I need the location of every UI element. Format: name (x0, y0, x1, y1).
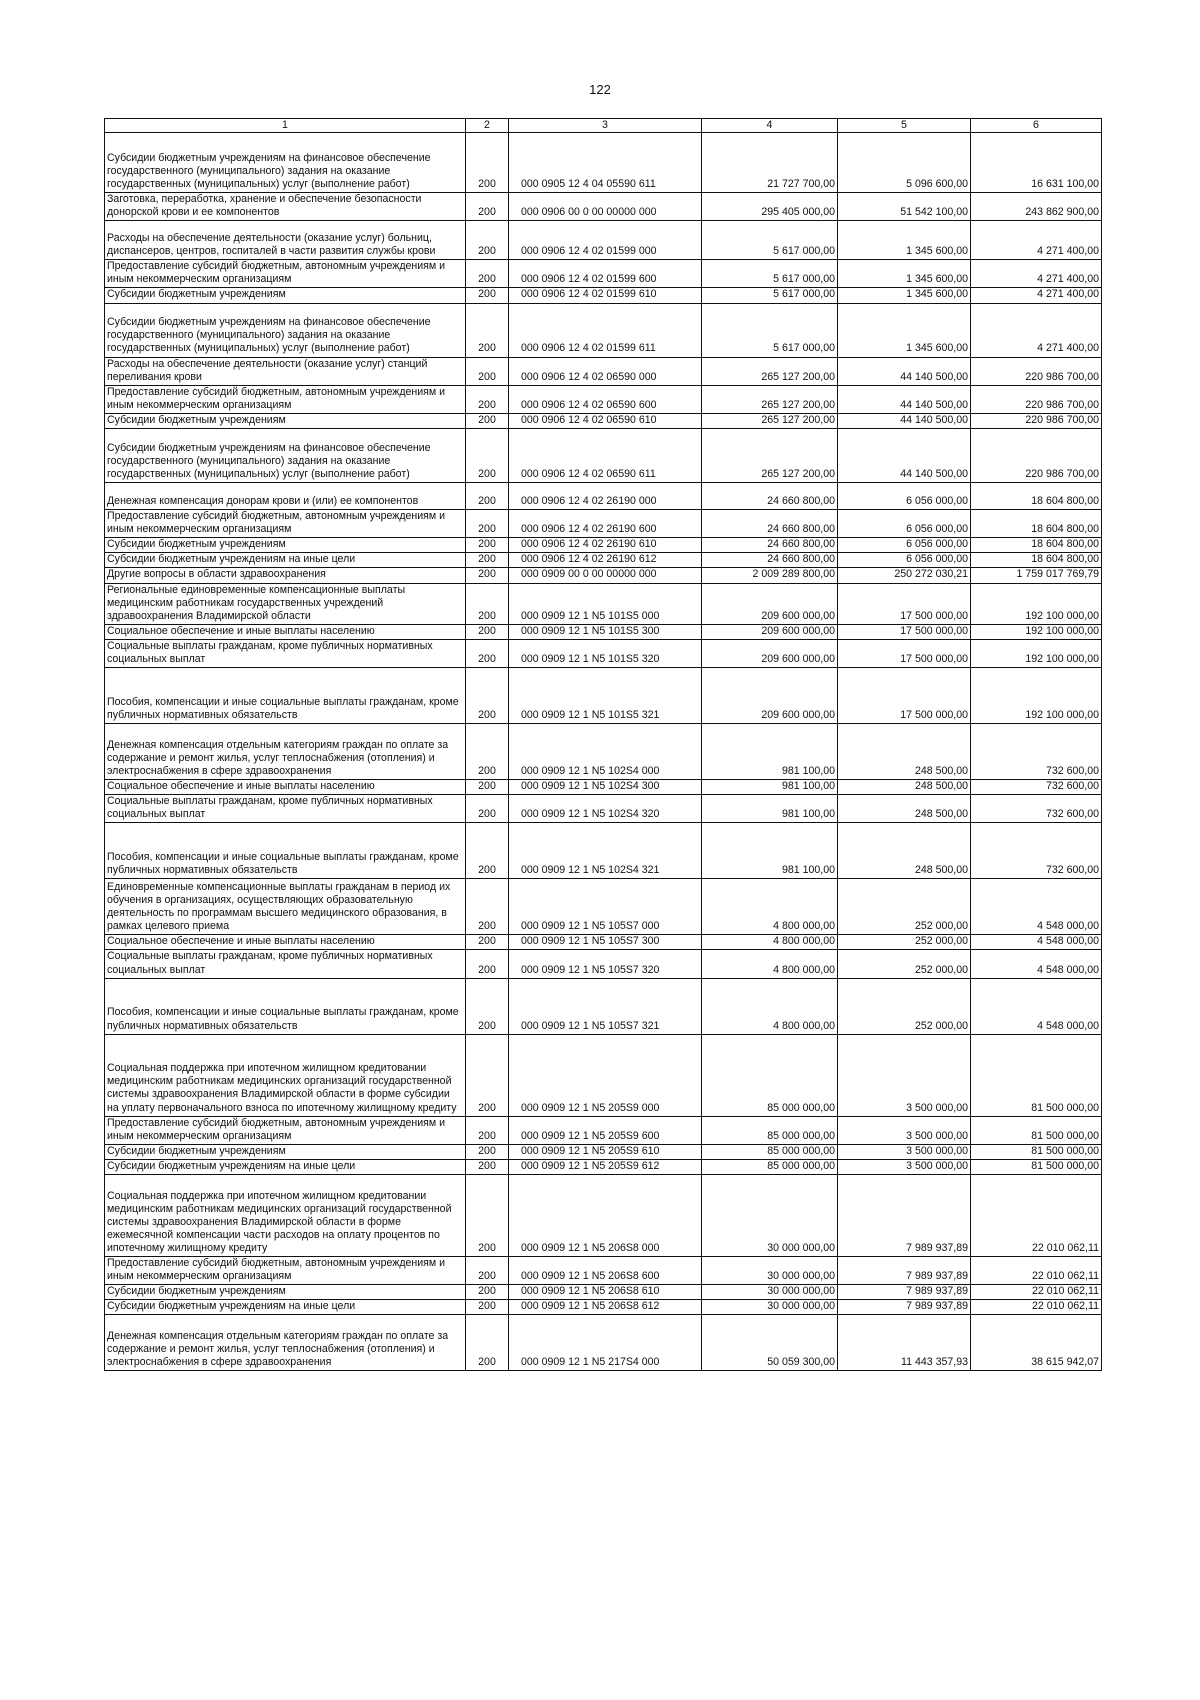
row-name-cell: Пособия, компенсации и иные социальные выплаты гражданам, кроме публичных нормативных обязательств (105, 668, 466, 724)
row-classification-code-cell: 000 0909 00 0 00 00000 000 (509, 568, 702, 583)
row-name-cell: Субсидии бюджетным учреждениям (105, 1144, 466, 1159)
row-executed-amount-cell: 248 500,00 (838, 724, 971, 780)
row-admin-code-cell: 200 (466, 510, 509, 538)
row-executed-amount-cell: 3 500 000,00 (838, 1116, 971, 1144)
row-classification-code-cell: 000 0909 12 1 N5 102S4 300 (509, 780, 702, 795)
row-name-cell: Социальное обеспечение и иные выплаты населению (105, 624, 466, 639)
table-row (105, 1315, 1102, 1371)
row-classification-code-cell: 000 0906 12 4 02 06590 610 (509, 413, 702, 428)
row-classification-code-cell: 000 0906 12 4 02 01599 610 (509, 288, 702, 303)
row-remaining-amount-cell: 220 986 700,00 (971, 429, 1102, 483)
row-name-cell: Другие вопросы в области здравоохранения (105, 568, 466, 583)
row-name-cell: Субсидии бюджетным учреждениям (105, 288, 466, 303)
row-name-cell: Субсидии бюджетным учреждениям (105, 538, 466, 553)
row-classification-code-cell: 000 0909 12 1 N5 206S8 610 (509, 1285, 702, 1300)
table-row (105, 780, 1102, 795)
row-remaining-amount-cell: 220 986 700,00 (971, 413, 1102, 428)
row-executed-amount-cell: 44 140 500,00 (838, 429, 971, 483)
row-name-cell: Расходы на обеспечение деятельности (оказание услуг) станций переливания крови (105, 357, 466, 385)
table-row (105, 385, 1102, 413)
row-name-cell: Социальные выплаты гражданам, кроме публичных нормативных социальных выплат (105, 639, 466, 667)
row-classification-code-cell: 000 0909 12 1 N5 101S5 000 (509, 583, 702, 624)
table-row (105, 288, 1102, 303)
row-executed-amount-cell: 248 500,00 (838, 780, 971, 795)
row-executed-amount-cell: 6 056 000,00 (838, 553, 971, 568)
row-admin-code-cell: 200 (466, 193, 509, 221)
row-classification-code-cell: 000 0909 12 1 N5 105S7 320 (509, 950, 702, 978)
row-classification-code-cell: 000 0906 12 4 02 01599 000 (509, 221, 702, 260)
row-planned-amount-cell: 209 600 000,00 (702, 639, 838, 667)
row-planned-amount-cell: 30 000 000,00 (702, 1285, 838, 1300)
row-name-cell: Социальные выплаты гражданам, кроме публичных нормативных социальных выплат (105, 950, 466, 978)
row-admin-code-cell: 200 (466, 823, 509, 879)
row-remaining-amount-cell: 38 615 942,07 (971, 1315, 1102, 1371)
row-name-cell: Предоставление субсидий бюджетным, автономным учреждениям и иным некоммерческим организациям (105, 1257, 466, 1285)
row-name-cell: Пособия, компенсации и иные социальные выплаты гражданам, кроме публичных нормативных обязательств (105, 823, 466, 879)
table-row (105, 639, 1102, 667)
row-admin-code-cell: 200 (466, 413, 509, 428)
table-row (105, 357, 1102, 385)
row-classification-code-cell: 000 0906 12 4 02 26190 600 (509, 510, 702, 538)
row-planned-amount-cell: 85 000 000,00 (702, 1116, 838, 1144)
row-classification-code-cell: 000 0909 12 1 N5 105S7 321 (509, 978, 702, 1034)
table-row (105, 133, 1102, 193)
row-planned-amount-cell: 85 000 000,00 (702, 1144, 838, 1159)
column-number-5: 5 (838, 119, 971, 133)
row-planned-amount-cell: 4 800 000,00 (702, 978, 838, 1034)
row-planned-amount-cell: 981 100,00 (702, 795, 838, 823)
row-planned-amount-cell: 30 000 000,00 (702, 1257, 838, 1285)
row-remaining-amount-cell: 220 986 700,00 (971, 385, 1102, 413)
row-admin-code-cell: 200 (466, 538, 509, 553)
row-classification-code-cell: 000 0909 12 1 N5 206S8 000 (509, 1175, 702, 1257)
row-planned-amount-cell: 209 600 000,00 (702, 624, 838, 639)
row-remaining-amount-cell: 732 600,00 (971, 795, 1102, 823)
row-remaining-amount-cell: 18 604 800,00 (971, 510, 1102, 538)
row-classification-code-cell: 000 0906 12 4 02 26190 000 (509, 483, 702, 510)
row-planned-amount-cell: 5 617 000,00 (702, 221, 838, 260)
row-executed-amount-cell: 1 345 600,00 (838, 260, 971, 288)
row-admin-code-cell: 200 (466, 780, 509, 795)
row-classification-code-cell: 000 0909 12 1 N5 101S5 321 (509, 668, 702, 724)
budget-table (104, 118, 1102, 1371)
row-classification-code-cell: 000 0906 12 4 02 06590 611 (509, 429, 702, 483)
row-admin-code-cell: 200 (466, 1159, 509, 1174)
row-remaining-amount-cell: 732 600,00 (971, 823, 1102, 879)
row-planned-amount-cell: 265 127 200,00 (702, 385, 838, 413)
row-admin-code-cell: 200 (466, 583, 509, 624)
row-name-cell: Социальная поддержка при ипотечном жилищном кредитовании медицинским работникам медицинских организаций государственной системы здравоохранения Владимирской области в форме ежемесячной компенсации части расходов на оплату процентов по ипотечному жилищному кредиту (105, 1175, 466, 1257)
row-planned-amount-cell: 24 660 800,00 (702, 510, 838, 538)
row-planned-amount-cell: 24 660 800,00 (702, 538, 838, 553)
row-planned-amount-cell: 85 000 000,00 (702, 1159, 838, 1174)
row-remaining-amount-cell: 22 010 062,11 (971, 1300, 1102, 1315)
row-name-cell: Субсидии бюджетным учреждениям на иные цели (105, 1300, 466, 1315)
row-name-cell: Пособия, компенсации и иные социальные выплаты гражданам, кроме публичных нормативных обязательств (105, 978, 466, 1034)
row-executed-amount-cell: 250 272 030,21 (838, 568, 971, 583)
column-number-3: 3 (509, 119, 702, 133)
row-remaining-amount-cell: 192 100 000,00 (971, 668, 1102, 724)
table-row (105, 538, 1102, 553)
row-classification-code-cell: 000 0909 12 1 N5 206S8 600 (509, 1257, 702, 1285)
row-remaining-amount-cell: 4 271 400,00 (971, 221, 1102, 260)
row-remaining-amount-cell: 192 100 000,00 (971, 624, 1102, 639)
row-remaining-amount-cell: 4 548 000,00 (971, 978, 1102, 1034)
row-name-cell: Предоставление субсидий бюджетным, автономным учреждениям и иным некоммерческим организациям (105, 385, 466, 413)
table-row (105, 1257, 1102, 1285)
row-remaining-amount-cell: 18 604 800,00 (971, 483, 1102, 510)
table-row (105, 221, 1102, 260)
row-remaining-amount-cell: 192 100 000,00 (971, 583, 1102, 624)
row-admin-code-cell: 200 (466, 1144, 509, 1159)
row-planned-amount-cell: 2 009 289 800,00 (702, 568, 838, 583)
table-row (105, 429, 1102, 483)
row-admin-code-cell: 200 (466, 357, 509, 385)
column-number-header-row (105, 119, 1102, 133)
row-remaining-amount-cell: 4 271 400,00 (971, 260, 1102, 288)
row-admin-code-cell: 200 (466, 795, 509, 823)
table-row (105, 624, 1102, 639)
row-executed-amount-cell: 5 096 600,00 (838, 133, 971, 193)
row-admin-code-cell: 200 (466, 260, 509, 288)
table-row (105, 978, 1102, 1034)
row-remaining-amount-cell: 81 500 000,00 (971, 1034, 1102, 1116)
row-executed-amount-cell: 17 500 000,00 (838, 639, 971, 667)
row-planned-amount-cell: 30 000 000,00 (702, 1175, 838, 1257)
row-executed-amount-cell: 252 000,00 (838, 879, 971, 935)
row-classification-code-cell: 000 0909 12 1 N5 102S4 000 (509, 724, 702, 780)
row-executed-amount-cell: 3 500 000,00 (838, 1159, 971, 1174)
table-row (105, 553, 1102, 568)
row-planned-amount-cell: 295 405 000,00 (702, 193, 838, 221)
row-admin-code-cell: 200 (466, 568, 509, 583)
row-admin-code-cell: 200 (466, 303, 509, 357)
row-executed-amount-cell: 3 500 000,00 (838, 1034, 971, 1116)
row-admin-code-cell: 200 (466, 724, 509, 780)
row-classification-code-cell: 000 0906 12 4 02 26190 612 (509, 553, 702, 568)
row-remaining-amount-cell: 4 271 400,00 (971, 303, 1102, 357)
row-remaining-amount-cell: 243 862 900,00 (971, 193, 1102, 221)
row-admin-code-cell: 200 (466, 221, 509, 260)
row-name-cell: Субсидии бюджетным учреждениям (105, 1285, 466, 1300)
table-row (105, 1034, 1102, 1116)
row-remaining-amount-cell: 192 100 000,00 (971, 639, 1102, 667)
row-executed-amount-cell: 6 056 000,00 (838, 538, 971, 553)
row-remaining-amount-cell: 18 604 800,00 (971, 538, 1102, 553)
row-remaining-amount-cell: 22 010 062,11 (971, 1285, 1102, 1300)
row-remaining-amount-cell: 81 500 000,00 (971, 1144, 1102, 1159)
table-row (105, 583, 1102, 624)
table-row (105, 1285, 1102, 1300)
row-executed-amount-cell: 44 140 500,00 (838, 385, 971, 413)
table-row (105, 795, 1102, 823)
row-planned-amount-cell: 4 800 000,00 (702, 935, 838, 950)
table-row (105, 483, 1102, 510)
column-number-4: 4 (702, 119, 838, 133)
row-admin-code-cell: 200 (466, 879, 509, 935)
row-classification-code-cell: 000 0909 12 1 N5 101S5 320 (509, 639, 702, 667)
row-admin-code-cell: 200 (466, 624, 509, 639)
row-remaining-amount-cell: 22 010 062,11 (971, 1175, 1102, 1257)
row-classification-code-cell: 000 0909 12 1 N5 102S4 320 (509, 795, 702, 823)
row-classification-code-cell: 000 0906 00 0 00 00000 000 (509, 193, 702, 221)
row-name-cell: Заготовка, переработка, хранение и обеспечение безопасности донорской крови и ее компонентов (105, 193, 466, 221)
row-name-cell: Денежная компенсация отдельным категориям граждан по оплате за содержание и ремонт жилья, услуг теплоснабжения (отопления) и электроснабжения в сфере здравоохранения (105, 1315, 466, 1371)
row-planned-amount-cell: 265 127 200,00 (702, 357, 838, 385)
row-name-cell: Расходы на обеспечение деятельности (оказание услуг) больниц, диспансеров, центров, госпиталей в части развития службы крови (105, 221, 466, 260)
row-remaining-amount-cell: 4 548 000,00 (971, 935, 1102, 950)
budget-table-body (105, 119, 1102, 1371)
row-executed-amount-cell: 44 140 500,00 (838, 413, 971, 428)
row-executed-amount-cell: 11 443 357,93 (838, 1315, 971, 1371)
row-executed-amount-cell: 252 000,00 (838, 935, 971, 950)
row-remaining-amount-cell: 4 548 000,00 (971, 879, 1102, 935)
row-name-cell: Денежная компенсация донорам крови и (или) ее компонентов (105, 483, 466, 510)
row-name-cell: Предоставление субсидий бюджетным, автономным учреждениям и иным некоммерческим организациям (105, 1116, 466, 1144)
row-executed-amount-cell: 248 500,00 (838, 823, 971, 879)
row-executed-amount-cell: 1 345 600,00 (838, 288, 971, 303)
row-classification-code-cell: 000 0906 12 4 02 06590 600 (509, 385, 702, 413)
row-classification-code-cell: 000 0909 12 1 N5 205S9 612 (509, 1159, 702, 1174)
row-executed-amount-cell: 7 989 937,89 (838, 1175, 971, 1257)
row-classification-code-cell: 000 0909 12 1 N5 102S4 321 (509, 823, 702, 879)
row-classification-code-cell: 000 0909 12 1 N5 205S9 000 (509, 1034, 702, 1116)
row-name-cell: Предоставление субсидий бюджетным, автономным учреждениям и иным некоммерческим организациям (105, 260, 466, 288)
row-name-cell: Денежная компенсация отдельным категориям граждан по оплате за содержание и ремонт жилья, услуг теплоснабжения (отопления) и электроснабжения в сфере здравоохранения (105, 724, 466, 780)
row-classification-code-cell: 000 0906 12 4 02 26190 610 (509, 538, 702, 553)
row-admin-code-cell: 200 (466, 639, 509, 667)
row-admin-code-cell: 200 (466, 288, 509, 303)
row-name-cell: Предоставление субсидий бюджетным, автономным учреждениям и иным некоммерческим организациям (105, 510, 466, 538)
row-executed-amount-cell: 252 000,00 (838, 950, 971, 978)
row-planned-amount-cell: 5 617 000,00 (702, 303, 838, 357)
table-row (105, 1175, 1102, 1257)
row-executed-amount-cell: 17 500 000,00 (838, 583, 971, 624)
row-admin-code-cell: 200 (466, 978, 509, 1034)
row-classification-code-cell: 000 0909 12 1 N5 206S8 612 (509, 1300, 702, 1315)
table-row (105, 668, 1102, 724)
table-row (105, 193, 1102, 221)
table-row (105, 1300, 1102, 1315)
row-remaining-amount-cell: 81 500 000,00 (971, 1116, 1102, 1144)
row-executed-amount-cell: 7 989 937,89 (838, 1300, 971, 1315)
row-remaining-amount-cell: 4 271 400,00 (971, 288, 1102, 303)
row-admin-code-cell: 200 (466, 1116, 509, 1144)
row-classification-code-cell: 000 0906 12 4 02 01599 600 (509, 260, 702, 288)
row-remaining-amount-cell: 16 631 100,00 (971, 133, 1102, 193)
table-row (105, 568, 1102, 583)
page-number: 122 (589, 82, 611, 97)
row-planned-amount-cell: 981 100,00 (702, 780, 838, 795)
row-planned-amount-cell: 209 600 000,00 (702, 583, 838, 624)
row-name-cell: Субсидии бюджетным учреждениям на иные цели (105, 553, 466, 568)
table-row (105, 823, 1102, 879)
row-planned-amount-cell: 30 000 000,00 (702, 1300, 838, 1315)
row-classification-code-cell: 000 0909 12 1 N5 101S5 300 (509, 624, 702, 639)
row-admin-code-cell: 200 (466, 668, 509, 724)
row-admin-code-cell: 200 (466, 553, 509, 568)
row-executed-amount-cell: 44 140 500,00 (838, 357, 971, 385)
table-row (105, 1159, 1102, 1174)
row-name-cell: Социальная поддержка при ипотечном жилищном кредитовании медицинским работникам медицинских организаций государственной системы здравоохранения Владимирской области в форме субсидии на уплату первоначального взноса по ипотечному жилищному кредиту (105, 1034, 466, 1116)
row-planned-amount-cell: 265 127 200,00 (702, 413, 838, 428)
table-row (105, 1116, 1102, 1144)
table-row (105, 510, 1102, 538)
row-planned-amount-cell: 24 660 800,00 (702, 483, 838, 510)
row-admin-code-cell: 200 (466, 1034, 509, 1116)
row-remaining-amount-cell: 81 500 000,00 (971, 1159, 1102, 1174)
row-planned-amount-cell: 4 800 000,00 (702, 950, 838, 978)
row-admin-code-cell: 200 (466, 133, 509, 193)
row-remaining-amount-cell: 220 986 700,00 (971, 357, 1102, 385)
column-number-2: 2 (466, 119, 509, 133)
row-name-cell: Субсидии бюджетным учреждениям на иные цели (105, 1159, 466, 1174)
row-planned-amount-cell: 981 100,00 (702, 724, 838, 780)
table-row (105, 879, 1102, 935)
row-executed-amount-cell: 51 542 100,00 (838, 193, 971, 221)
row-executed-amount-cell: 6 056 000,00 (838, 483, 971, 510)
row-classification-code-cell: 000 0909 12 1 N5 105S7 300 (509, 935, 702, 950)
row-admin-code-cell: 200 (466, 1315, 509, 1371)
row-name-cell: Социальное обеспечение и иные выплаты населению (105, 780, 466, 795)
row-executed-amount-cell: 1 345 600,00 (838, 303, 971, 357)
row-name-cell: Социальные выплаты гражданам, кроме публичных нормативных социальных выплат (105, 795, 466, 823)
row-classification-code-cell: 000 0906 12 4 02 01599 611 (509, 303, 702, 357)
row-name-cell: Субсидии бюджетным учреждениям на финансовое обеспечение государственного (муниципального) задания на оказание государственных (муниципальных) услуг (выполнение работ) (105, 429, 466, 483)
row-executed-amount-cell: 7 989 937,89 (838, 1285, 971, 1300)
row-admin-code-cell: 200 (466, 935, 509, 950)
row-planned-amount-cell: 981 100,00 (702, 823, 838, 879)
row-admin-code-cell: 200 (466, 429, 509, 483)
row-admin-code-cell: 200 (466, 1300, 509, 1315)
row-planned-amount-cell: 5 617 000,00 (702, 288, 838, 303)
row-admin-code-cell: 200 (466, 1285, 509, 1300)
table-row (105, 950, 1102, 978)
row-executed-amount-cell: 3 500 000,00 (838, 1144, 971, 1159)
table-row (105, 413, 1102, 428)
row-remaining-amount-cell: 732 600,00 (971, 780, 1102, 795)
column-number-1: 1 (105, 119, 466, 133)
row-name-cell: Региональные единовременные компенсационные выплаты медицинским работникам государственных учреждений здравоохранения Владимирской области (105, 583, 466, 624)
row-executed-amount-cell: 17 500 000,00 (838, 668, 971, 724)
column-number-6: 6 (971, 119, 1102, 133)
row-executed-amount-cell: 7 989 937,89 (838, 1257, 971, 1285)
row-planned-amount-cell: 24 660 800,00 (702, 553, 838, 568)
row-executed-amount-cell: 17 500 000,00 (838, 624, 971, 639)
row-remaining-amount-cell: 22 010 062,11 (971, 1257, 1102, 1285)
row-admin-code-cell: 200 (466, 385, 509, 413)
row-planned-amount-cell: 5 617 000,00 (702, 260, 838, 288)
row-name-cell: Социальное обеспечение и иные выплаты населению (105, 935, 466, 950)
row-planned-amount-cell: 209 600 000,00 (702, 668, 838, 724)
table-row (105, 1144, 1102, 1159)
row-classification-code-cell: 000 0909 12 1 N5 217S4 000 (509, 1315, 702, 1371)
row-name-cell: Субсидии бюджетным учреждениям на финансовое обеспечение государственного (муниципального) задания на оказание государственных (муниципальных) услуг (выполнение работ) (105, 303, 466, 357)
row-admin-code-cell: 200 (466, 950, 509, 978)
row-admin-code-cell: 200 (466, 1175, 509, 1257)
row-classification-code-cell: 000 0909 12 1 N5 205S9 610 (509, 1144, 702, 1159)
row-executed-amount-cell: 1 345 600,00 (838, 221, 971, 260)
row-classification-code-cell: 000 0905 12 4 04 05590 611 (509, 133, 702, 193)
row-remaining-amount-cell: 1 759 017 769,79 (971, 568, 1102, 583)
row-planned-amount-cell: 21 727 700,00 (702, 133, 838, 193)
row-executed-amount-cell: 252 000,00 (838, 978, 971, 1034)
row-executed-amount-cell: 6 056 000,00 (838, 510, 971, 538)
row-remaining-amount-cell: 18 604 800,00 (971, 553, 1102, 568)
row-classification-code-cell: 000 0906 12 4 02 06590 000 (509, 357, 702, 385)
row-name-cell: Единовременные компенсационные выплаты гражданам в период их обучения в организациях, осуществляющих образовательную деятельность по программам высшего медицинского образования, в рамках целевого приема (105, 879, 466, 935)
row-planned-amount-cell: 4 800 000,00 (702, 879, 838, 935)
table-row (105, 935, 1102, 950)
row-planned-amount-cell: 85 000 000,00 (702, 1034, 838, 1116)
row-classification-code-cell: 000 0909 12 1 N5 205S9 600 (509, 1116, 702, 1144)
row-name-cell: Субсидии бюджетным учреждениям на финансовое обеспечение государственного (муниципального) задания на оказание государственных (муниципальных) услуг (выполнение работ) (105, 133, 466, 193)
row-admin-code-cell: 200 (466, 483, 509, 510)
row-name-cell: Субсидии бюджетным учреждениям (105, 413, 466, 428)
row-executed-amount-cell: 248 500,00 (838, 795, 971, 823)
row-planned-amount-cell: 50 059 300,00 (702, 1315, 838, 1371)
row-planned-amount-cell: 265 127 200,00 (702, 429, 838, 483)
row-remaining-amount-cell: 732 600,00 (971, 724, 1102, 780)
table-row (105, 303, 1102, 357)
table-row (105, 724, 1102, 780)
table-row (105, 260, 1102, 288)
row-remaining-amount-cell: 4 548 000,00 (971, 950, 1102, 978)
row-classification-code-cell: 000 0909 12 1 N5 105S7 000 (509, 879, 702, 935)
row-admin-code-cell: 200 (466, 1257, 509, 1285)
